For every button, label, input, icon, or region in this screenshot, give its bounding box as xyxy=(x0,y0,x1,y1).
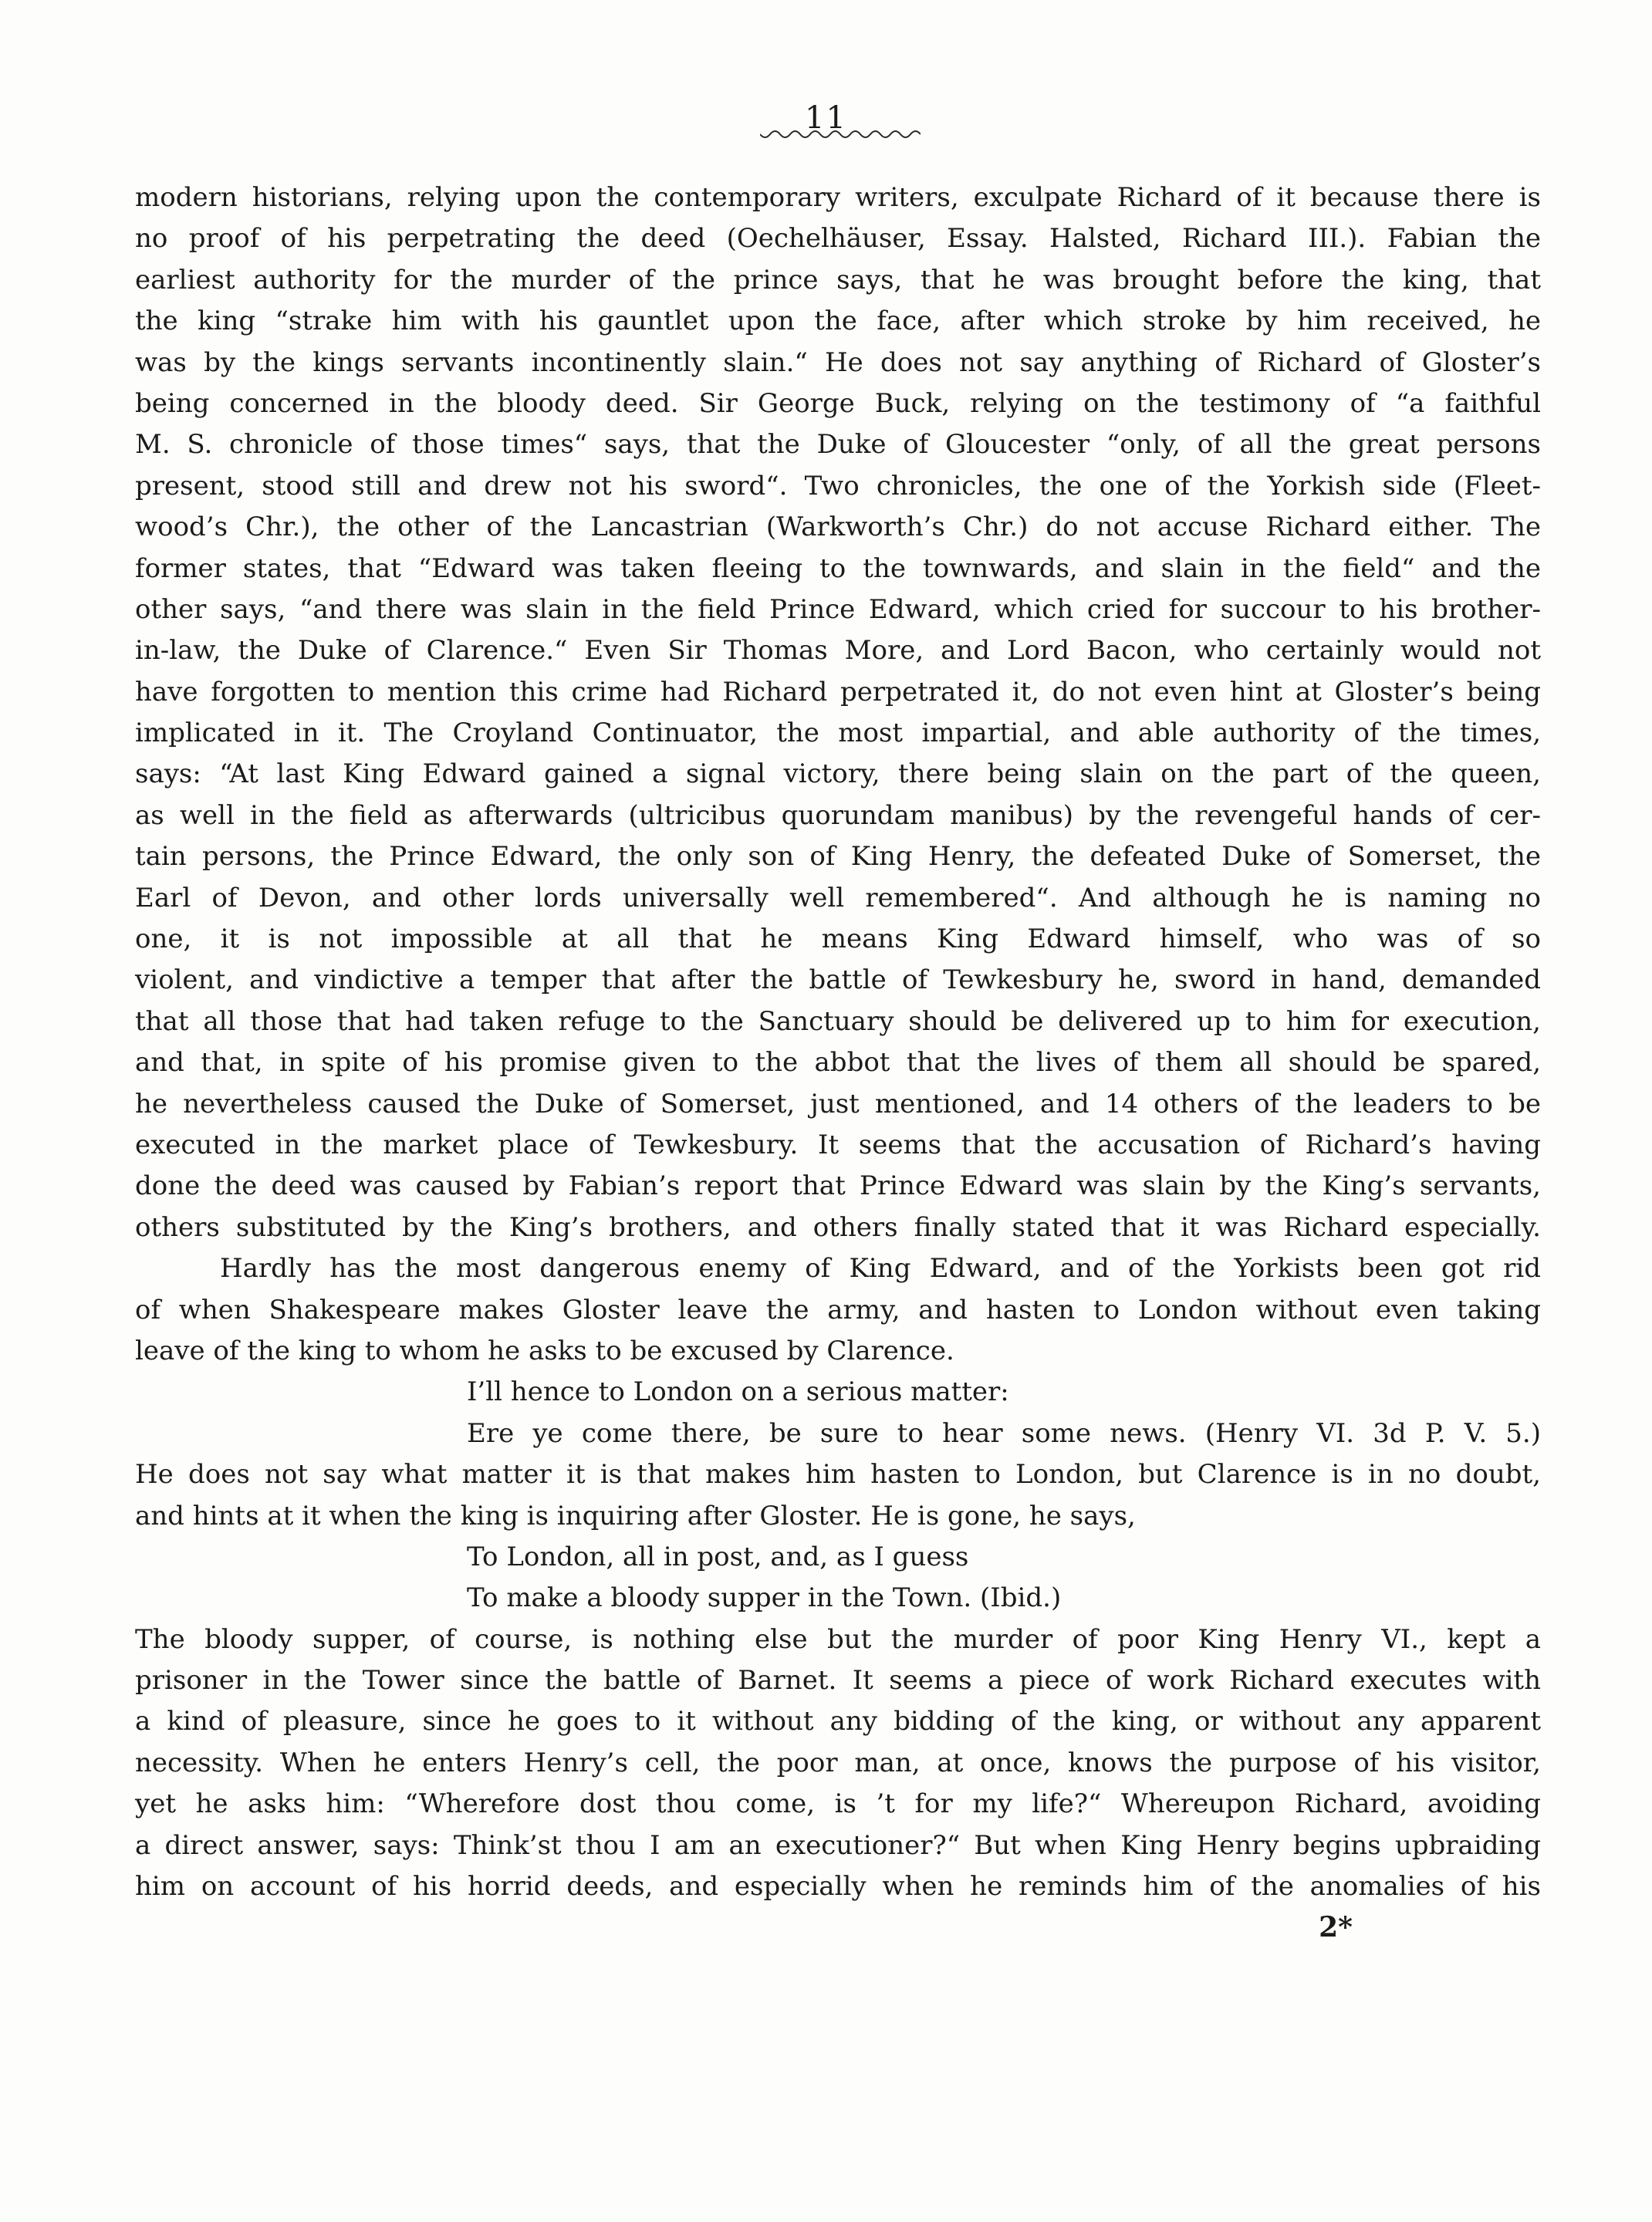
paragraph-start-line: Hardly has the most dangerous enemy of King Edward, and of the Yorkists been got rid xyxy=(220,1253,1541,1285)
text-line: Earl of Devon, and other lords universally well remembered“. And although he is naming no xyxy=(135,882,1541,913)
text-line: was by the kings servants incontinently slain.“ He does not say anything of Richard of Gloster’s xyxy=(135,346,1541,378)
text-line: wood’s Chr.), the other of the Lancastrian (Warkworth’s Chr.) do not accuse Richard either. The xyxy=(135,512,1541,543)
text-line: violent, and vindictive a temper that after the battle of Tewkesbury he, sword in hand, demanded xyxy=(135,964,1541,996)
text-line: one, it is not impossible at all that he means King Edward himself, who was of so xyxy=(135,924,1541,955)
text-line: executed in the market place of Tewkesbury. It seems that the accusation of Richard’s having xyxy=(135,1129,1541,1160)
text-line: a direct answer, says: Think’st thou I am an executioner?“ But when King Henry begins upbraiding xyxy=(135,1829,1541,1861)
text-line: no proof of his perpetrating the deed (Oechelhäuser, Essay. Halsted, Richard III.). Fabian the xyxy=(135,223,1541,255)
text-line: have forgotten to mention this crime had Richard perpetrated it, do not even hint at Gloster’s being xyxy=(135,676,1541,707)
text-line: in-law, the Duke of Clarence.“ Even Sir Thomas More, and Lord Bacon, who certainly would not xyxy=(135,635,1541,667)
page-number: 11 xyxy=(805,100,847,136)
text-line: He does not say what matter it is that makes him hasten to London, but Clarence is in no doubt, xyxy=(135,1459,1541,1491)
verse-quote-line: To make a bloody supper in the Town. (Ibid.) xyxy=(467,1582,1062,1614)
text-line: yet he asks him: “Wherefore dost thou come, is ’t for my life?“ Whereupon Richard, avoiding xyxy=(135,1788,1541,1820)
text-line: M. S. chronicle of those times“ says, that the Duke of Gloucester “only, of all the great persons xyxy=(135,429,1541,461)
text-line: that all those that had taken refuge to the Sanctuary should be delivered up to him for execution, xyxy=(135,1005,1541,1037)
text-line: former states, that “Edward was taken fleeing to the townwards, and slain in the field“ and the xyxy=(135,552,1541,584)
body-text xyxy=(135,177,1541,1907)
text-line: and hints at it when the king is inquiring after Gloster. He is gone, he says, xyxy=(135,1500,1136,1531)
text-line: him on account of his horrid deeds, and especially when he reminds him of the anomalies of his xyxy=(135,1871,1541,1903)
text-line: tain persons, the Prince Edward, the only son of King Henry, the defeated Duke of Somerset, the xyxy=(135,841,1541,873)
text-line: of when Shakespeare makes Gloster leave the army, and hasten to London without even taking xyxy=(135,1294,1541,1325)
text-line: earliest authority for the murder of the prince says, that he was brought before the king, that xyxy=(135,264,1541,295)
text-line: necessity. When he enters Henry’s cell, the poor man, at once, knows the purpose of his visitor, xyxy=(135,1747,1541,1778)
text-line: The bloody supper, of course, is nothing else but the murder of poor King Henry VI., kept a xyxy=(135,1623,1541,1655)
text-line: as well in the field as afterwards (ultricibus quorundam manibus) by the revengeful hands of cer- xyxy=(135,799,1541,831)
text-line: modern historians, relying upon the contemporary writers, exculpate Richard of it because there is xyxy=(135,182,1541,213)
text-line: a kind of pleasure, since he goes to it without any bidding of the king, or without any apparent xyxy=(135,1706,1541,1737)
text-line: says: “At last King Edward gained a signal victory, there being slain on the part of the queen, xyxy=(135,758,1541,790)
wavy-rule-ornament xyxy=(760,130,921,144)
text-line: present, stood still and drew not his sword“. Two chronicles, the one of the Yorkish side (Fleet- xyxy=(135,470,1541,501)
text-line: others substituted by the King’s brothers, and others finally stated that it was Richard especially. xyxy=(135,1211,1541,1243)
text-line: leave of the king to whom he asks to be excused by Clarence. xyxy=(135,1335,954,1366)
verse-quote-line: Ere ye come there, be sure to hear some news. (Henry VI. 3d P. V. 5.) xyxy=(467,1417,1541,1449)
text-line: done the deed was caused by Fabian’s report that Prince Edward was slain by the King’s servants, xyxy=(135,1170,1541,1202)
verse-quote-line: To London, all in post, and, as I guess xyxy=(467,1541,969,1572)
verse-quote-line: I’ll hence to London on a serious matter: xyxy=(467,1376,1009,1408)
text-line: and that, in spite of his promise given to the abbot that the lives of them all should be spared, xyxy=(135,1047,1541,1079)
text-line: being concerned in the bloody deed. Sir George Buck, relying on the testimony of “a faithful xyxy=(135,387,1541,419)
text-line: prisoner in the Tower since the battle of Barnet. It seems a piece of work Richard executes with xyxy=(135,1665,1541,1697)
text-line: he nevertheless caused the Duke of Somerset, just mentioned, and 14 others of the leaders to be xyxy=(135,1088,1541,1119)
text-line: the king “strake him with his gauntlet upon the face, after which stroke by him received, he xyxy=(135,306,1541,337)
text-line: implicated in it. The Croyland Continuator, the most impartial, and able authority of the times, xyxy=(135,718,1541,749)
signature-mark: 2* xyxy=(1319,1911,1353,1943)
text-line: other says, “and there was slain in the field Prince Edward, which cried for succour to his brother- xyxy=(135,593,1541,625)
